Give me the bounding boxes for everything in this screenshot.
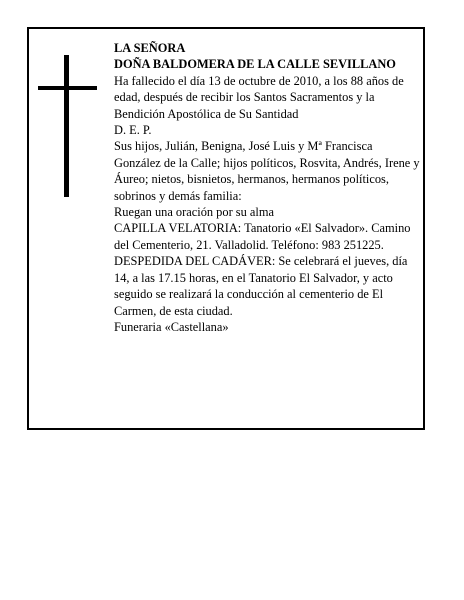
cross-vertical-bar xyxy=(64,55,69,197)
family-list: Sus hijos, Julián, Benigna, José Luis y Mª Francisca González de la Calle; hijos políticos, Rosvita, Andrés, Irene y Áureo; nietos, bisnietos, hermanos, hermanos políticos, sobrinos y demás familia: xyxy=(114,139,420,203)
rip-line: D. E. P. xyxy=(114,123,152,138)
notice-title: LA SEÑORA xyxy=(114,41,186,55)
prayer-request: Ruegan una oración por su alma xyxy=(114,205,274,220)
death-announcement: Ha fallecido el día 13 de octubre de 2010, a los 88 años de edad, después de recibir los Santos Sacramentos y la Bendición Apostólica de Su Santidad xyxy=(114,73,404,121)
funeral-farewell-info: DESPEDIDA DEL CADÁVER: Se celebrará el jueves, día 14, a las 17.15 horas, en el Tanatorio El Salvador, y acto seguido se realizará la conducción al cementerio de El Carmen, de esta ciudad. xyxy=(114,254,408,318)
wake-chapel-info: CAPILLA VELATORIA: Tanatorio «El Salvador». Camino del Cementerio, 21. Valladolid. Teléfono: 983 251225. xyxy=(114,221,411,252)
obituary-text xyxy=(114,40,422,335)
funeral-home: Funeraria «Castellana» xyxy=(114,319,229,334)
deceased-name: DOÑA BALDOMERA DE LA CALLE SEVILLANO xyxy=(114,57,396,72)
cross-horizontal-bar xyxy=(38,86,97,90)
